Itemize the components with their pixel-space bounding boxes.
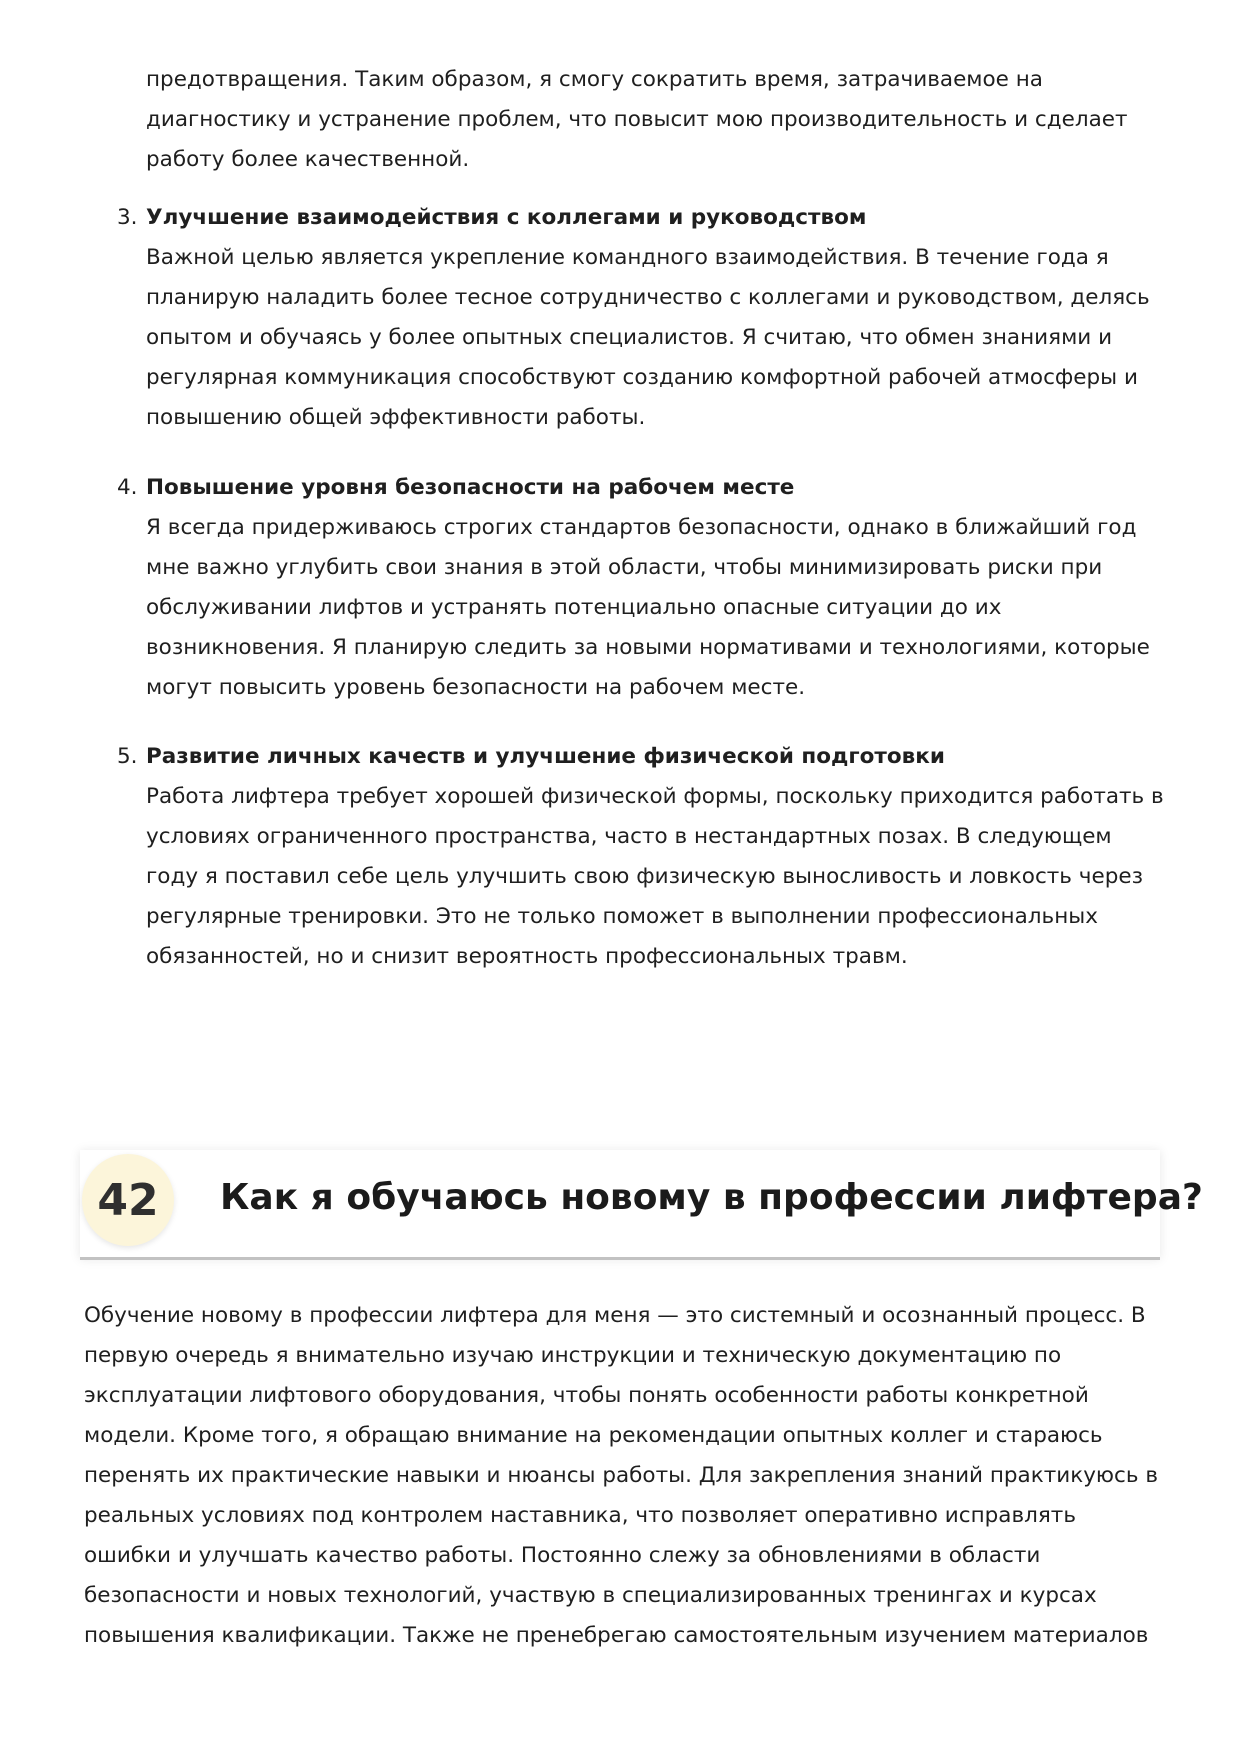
header-divider (80, 1257, 1160, 1260)
section-header (80, 1150, 1203, 1260)
continuation-paragraph: предотвращения. Таким образом, я смогу сократить время, затрачиваемое на диагностику и устранение проблем, что повысит мою производительность и сделает работу более качественной. (146, 67, 1128, 172)
section-body-paragraph: Обучение новому в профессии лифтера для меня — это системный и осознанный процесс. В первую очередь я внимательно изучаю инструкции и техническую документацию по эксплуатации лифтового оборудования, чтобы понять особенности работы конкретной модели. Кроме того, я обращаю внимание на рекомендации опытных коллег и стараюсь перенять их практические навыки и нюансы работы. Для закрепления знаний практикуюсь в реальных условиях под контролем наставника, что позволяет оперативно исправлять ошибки и улучшать качество работы. Постоянно слежу за обновлениями в области безопасности и новых технологий, участвую в специализированных тренингах и курсах повышения квалификации. Также не пренебрегаю самостоятельным изучением материалов (84, 1303, 1159, 1648)
section-title: Как я обучаюсь новому в профессии лифтера? (220, 1177, 1203, 1218)
goal-body: Важной целью является укрепление командного взаимодействия. В течение года я планирую наладить более тесное сотрудничество с коллегами и руководством, делясь опытом и обучаясь у более опытных специалистов. Я считаю, что обмен знаниями и регулярная коммуникация способствуют созданию комфортной рабочей атмосферы и повышению общей эффективности работы. (146, 245, 1150, 430)
goal-body: Я всегда придерживаюсь строгих стандартов безопасности, однако в ближайший год мне важно углубить свои знания в этой области, чтобы минимизировать риски при обслуживании лифтов и устранять потенциально опасные ситуации до их возникновения. Я планирую следить за новыми нормативами и технологиями, которые могут повысить уровень безопасности на рабочем месте. (146, 515, 1150, 700)
goal-body: Работа лифтера требует хорошей физической формы, поскольку приходится работать в условиях ограниченного пространства, часто в нестандартных позах. В следующем году я поставил себе цель улучшить свою физическую выносливость и ловкость через регулярные тренировки. Это не только поможет в выполнении профессиональных обязанностей, но и снизит вероятность профессиональных травм. (146, 784, 1164, 969)
section-number-badge: 42 (82, 1154, 174, 1246)
goal-number: 5. (117, 744, 138, 769)
goal-number: 4. (117, 475, 138, 500)
goal-title: Развитие личных качеств и улучшение физической подготовки (146, 744, 945, 769)
goal-number: 3. (117, 205, 138, 230)
goal-title: Улучшение взаимодействия с коллегами и руководством (146, 205, 867, 230)
goal-title: Повышение уровня безопасности на рабочем месте (146, 475, 795, 500)
